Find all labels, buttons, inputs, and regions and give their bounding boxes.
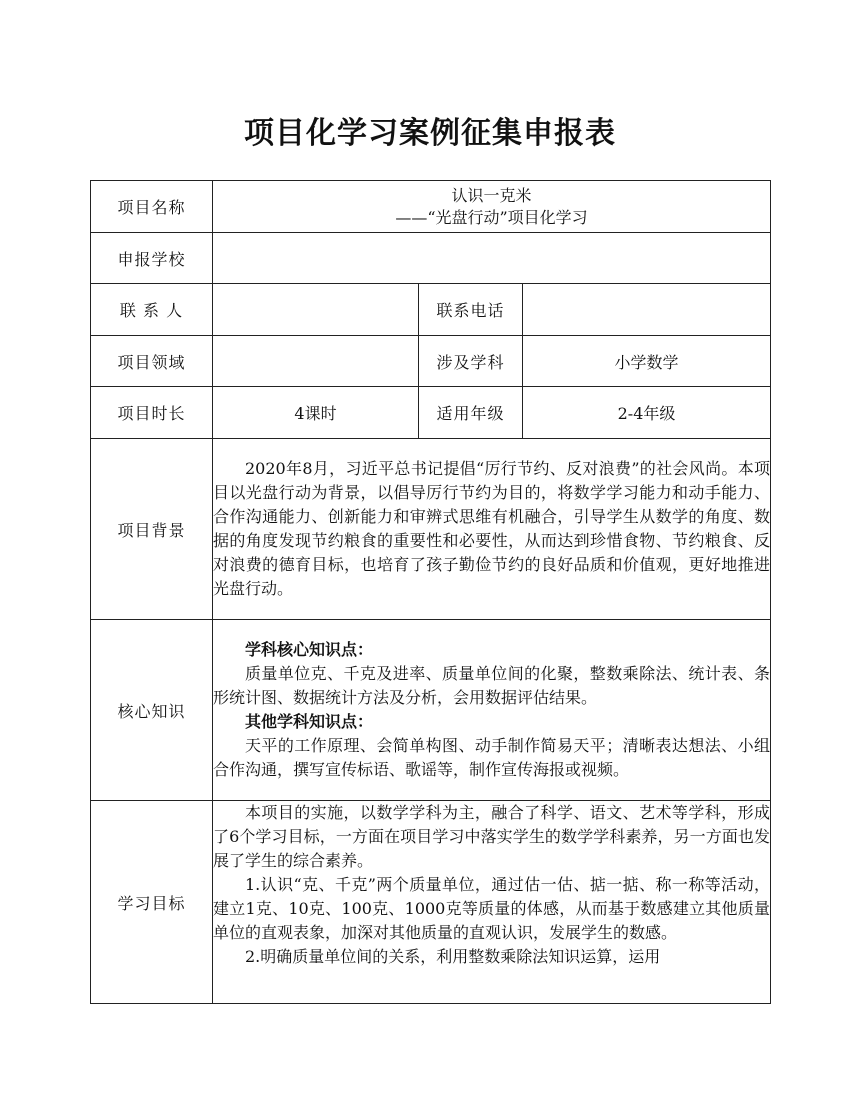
row-school [91, 233, 771, 284]
row-contact [91, 284, 771, 336]
project-name-label: 项目名称 [91, 181, 213, 233]
row-field [91, 336, 771, 387]
background-cell [213, 439, 771, 620]
duration-label: 项目时长 [91, 387, 213, 439]
contact-value [213, 284, 419, 336]
row-duration [91, 387, 771, 439]
goals-label: 学习目标 [91, 801, 213, 1004]
field-label: 项目领域 [91, 336, 213, 387]
field-value [213, 336, 419, 387]
grade-value: 2-4年级 [523, 387, 771, 439]
knowledge-heading-other: 其他学科知识点： [245, 712, 374, 731]
grade-label: 适用年级 [419, 387, 523, 439]
project-name-value [213, 181, 771, 233]
knowledge-text-other: 天平的工作原理、会简单构图、动手制作简易天平；清晰表达想法、小组合作沟通，撰写宣传标语、歌谣等，制作宣传海报或视频。 [213, 736, 771, 779]
goals-item-2: 2.明确质量单位间的关系，利用整数乘除法知识运算，运用 [245, 947, 661, 966]
school-value [213, 233, 771, 284]
row-knowledge [91, 620, 771, 801]
knowledge-text-core: 质量单位克、千克及进率、质量单位间的化聚，整数乘除法、统计表、条形统计图、数据统计方法及分析，会用数据评估结果。 [213, 664, 771, 707]
knowledge-cell [213, 620, 771, 801]
background-label: 项目背景 [91, 439, 213, 620]
row-background [91, 439, 771, 620]
application-form-table [90, 180, 771, 1004]
goals-item-1: 1.认识“克、千克”两个质量单位，通过估一估、掂一掂、称一称等活动，建立1克、10克、100克、1000克等质量的体感，从而基于数感建立其他质量单位的直观表象，加深对其他质量的直观认识，发展学生的数感。 [213, 875, 771, 942]
subject-value: 小学数学 [523, 336, 771, 387]
goals-intro-text: 本项目的实施，以数学学科为主，融合了科学、语文、艺术等学科，形成了6个学习目标，一方面在项目学习中落实学生的数学学科素养，另一方面也发展了学生的综合素养。 [213, 803, 771, 870]
page-title: 项目化学习案例征集申报表 [244, 116, 616, 151]
contact-label: 联 系 人 [91, 284, 213, 336]
goals-cell [213, 801, 771, 1004]
phone-value [523, 284, 771, 336]
background-text: 2020年8月，习近平总书记提倡“厉行节约、反对浪费”的社会风尚。本项目以光盘行动为背景，以倡导厉行节约为目的，将数学学习能力和动手能力、合作沟通能力、创新能力和审辨式思维有机融合，引导学生从数学的角度、数据的角度发现节约粮食的重要性和必要性，从而达到珍惜食物、节约粮食、反对浪费的德育目标，也培育了孩子勤俭节约的良好品质和价值观，更好地推进光盘行动。 [213, 459, 771, 598]
duration-value: 4课时 [213, 387, 419, 439]
row-project-name [91, 181, 771, 233]
row-goals [91, 801, 771, 1004]
subject-label: 涉及学科 [419, 336, 523, 387]
school-label: 申报学校 [91, 233, 213, 284]
project-name-line1: 认识一克米 [451, 185, 532, 205]
knowledge-label: 核心知识 [91, 620, 213, 801]
knowledge-heading-core: 学科核心知识点： [245, 640, 374, 659]
phone-label: 联系电话 [419, 284, 523, 336]
project-name-line2: ——“光盘行动”项目化学习 [395, 207, 588, 227]
